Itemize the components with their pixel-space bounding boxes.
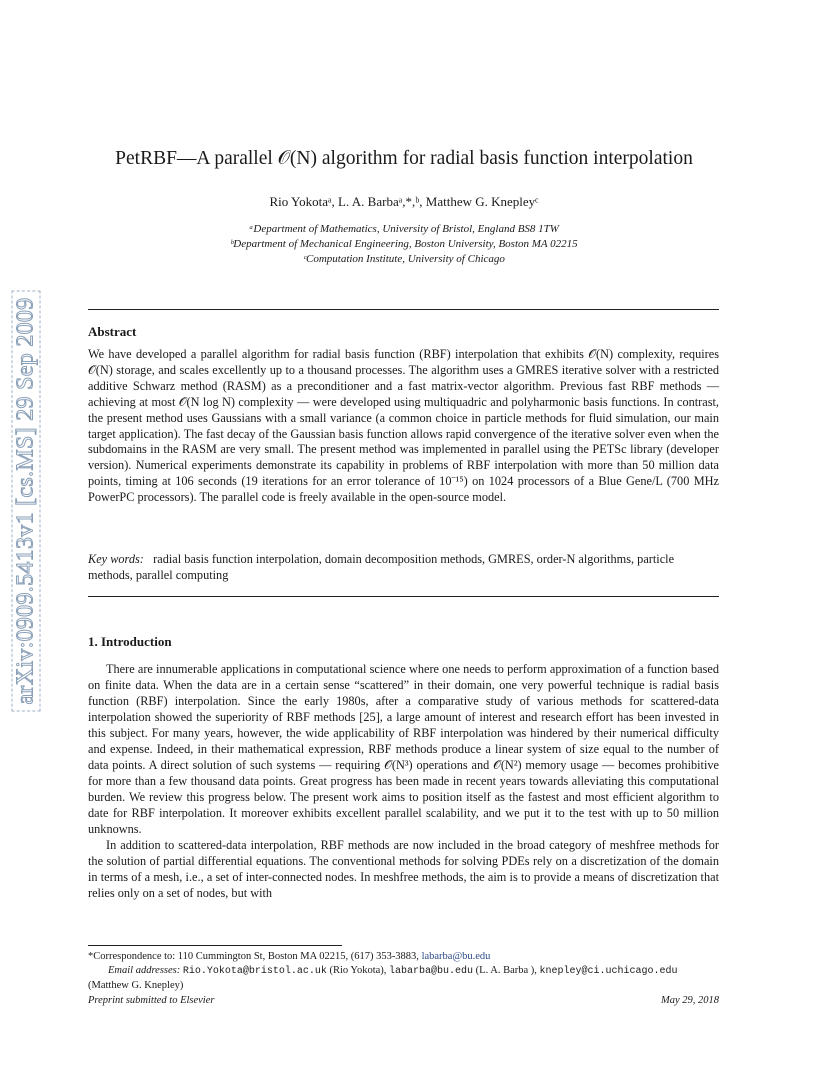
affiliation-b: ᵇDepartment of Mechanical Engineering, Boston University, Boston MA 02215 [230,238,578,250]
intro-heading: 1. Introduction [88,634,172,649]
intro-paragraph-1: There are innumerable applications in computational science where one needs to perform approximation of a function based on finite data. When the data are in a certain sense “scattered” in their domain, one very powerful technique is radial basis function (RBF) interpolation. Since the early 1980s, after a comparative study of various methods for scattered-data interpolation showed the superiority of RBF methods [25], a large amount of interest and research effort has been invested in this subject. For many years, however, the wide applicability of RBF interpolation was hindered by their numerical difficulty and expense. Indeed, in their mathematical expression, RBF methods produce a linear system of size equal to the number of data points. A direct solution of such systems — requiring 𝒪(N³) operations and 𝒪(N²) memory usage — becomes prohibitive for more than a few thousand data points. Great progress has been made in recent years towards alleviating this computational burden. We review this progress below. The present work aims to position itself as the fastest and most efficient algorithm to date for RBF interpolation. It moreover exhibits excellent parallel scalability, and we put it to the test with up to 50 million unknowns. [88,662,719,836]
footnote [88,950,719,993]
email-label: Email addresses: [108,965,181,976]
bottom-rule [88,596,719,597]
email-line [88,964,719,993]
email-knepley-name: (Matthew G. Knepley) [88,980,184,991]
email-barba[interactable]: labarba@bu.edu [389,966,474,977]
author-list: Rio Yokotaᵃ, L. A. Barbaᵃ,*,ᵇ, Matthew G. Knepleyᶜ [269,194,539,209]
affiliations [88,222,720,267]
abstract-body [88,347,719,506]
footnote-rule [88,945,342,946]
intro-paragraph-2: In addition to scattered-data interpolation, RBF methods are now included in the broad category of meshfree methods for the solution of partial differential equations. The conventional methods for solving PDEs rely on a discretization of the domain in terms of a mesh, i.e., a set of inter-connected nodes. In meshfree methods, the aim is to provide a means of discretization that relies only on a set of nodes, but with [88,838,719,900]
intro-body [88,661,719,901]
correspondence-email-link[interactable]: labarba@bu.edu [421,951,491,962]
affiliation-a: ᵃDepartment of Mathematics, University of Bristol, England BS8 1TW [249,223,559,235]
email-yokota[interactable]: Rio.Yokota@bristol.ac.uk [182,966,327,977]
arxiv-stamp [10,263,42,739]
preprint-note: Preprint submitted to Elsevier [88,995,215,1006]
keywords-text: radial basis function interpolation, domain decomposition methods, GMRES, order-N algorithms, particle methods, parallel computing [88,552,675,582]
email-knepley[interactable]: knepley@ci.uchicago.edu [539,966,678,977]
affiliation-c: ᶜComputation Institute, University of Chicago [303,253,505,265]
abstract-heading: Abstract [88,324,137,339]
abstract-text: We have developed a parallel algorithm for radial basis function (RBF) interpolation that exhibits 𝒪(N) complexity, requires 𝒪(N) storage, and scales excellently up to a thousand processes. The algorithm uses a GMRES iterative solver with a restricted additive Schwarz method (RASM) as a preconditioner and a fast matrix-vector algorithm. Previous fast RBF methods — achieving at most 𝒪(N log N) complexity — were developed using multiquadric and polyharmonic basis functions. In contrast, the present method uses Gaussians with a small variance (a common choice in particle methods for fluid simulation, our main target application). The fast decay of the Gaussian basis function allows rapid convergence of the iterative solver even when the subdomains in the RASM are very small. The present method was implemented in parallel using the PETSc library (developer version). Numerical experiments demonstrate its capability in problems of RBF interpolation with more than 50 million data points, timing at 106 seconds (19 iterations for an error tolerance of 10⁻¹⁵) on 1024 processors of a Blue Gene/L (700 MHz PowerPC processors). The parallel code is freely available in the open-source model. [88,347,719,505]
paper-title: PetRBF—A parallel 𝒪(N) algorithm for radial basis function interpolation [115,148,693,169]
correspondence-text: *Correspondence to: 110 Cummington St, Boston MA 02215, (617) 353-3883, [88,951,419,962]
keywords-label: Key words: [88,552,144,566]
preprint-date: May 29, 2018 [660,995,719,1006]
correspondence-line [88,950,719,964]
email-barba-name: (L. A. Barba ), [475,965,537,976]
arxiv-stamp-text: arXiv:0909.5413v1 [cs.MS] 29 Sep 2009 [12,290,41,711]
top-rule [88,309,719,310]
email-yokota-name: (Rio Yokota), [329,965,387,976]
keywords [88,551,719,583]
